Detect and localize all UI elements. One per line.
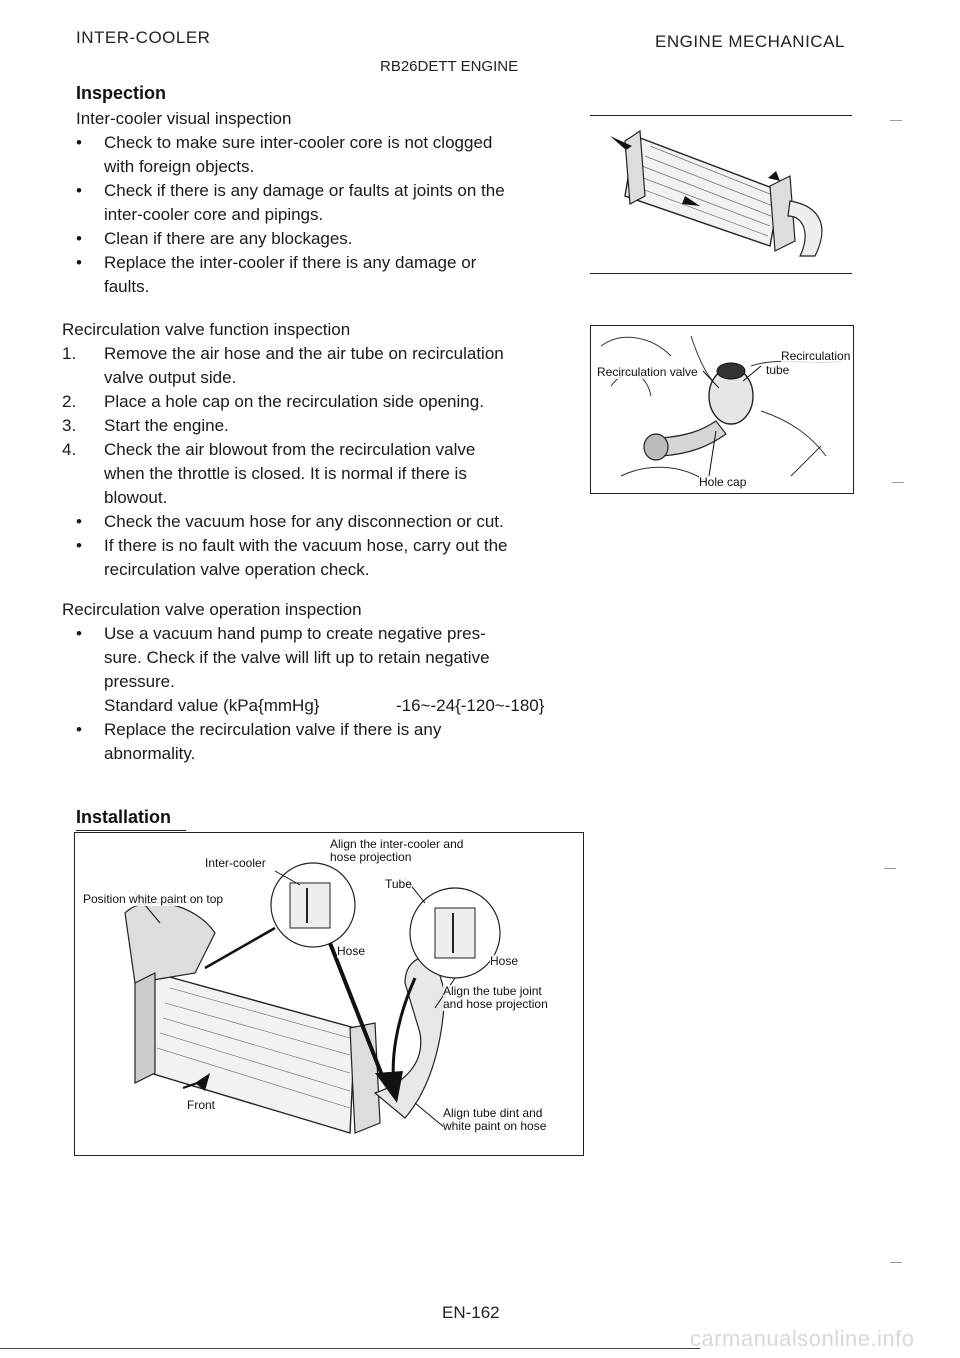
function-bullet-1-line-1: Check the vacuum hose for any disconnection or cut. [104, 512, 504, 531]
header-chapter-title: ENGINE MECHANICAL [655, 32, 845, 51]
label-recirculation-tube-line-2: tube [766, 363, 790, 377]
figure-installation [74, 832, 584, 1156]
standard-value-label: Standard value (kPa{mmHg} [104, 696, 320, 715]
operation-bullet-2-line-2: abnormality. [104, 744, 196, 763]
function-inspection-block [62, 318, 582, 578]
label-align-dint-line-2: white paint on hose [443, 1119, 547, 1133]
standard-value: -16~-24{-120~-180} [396, 696, 545, 715]
label-align-intercooler-line-1: Align the inter-cooler and [330, 837, 464, 851]
step-4-line-1: Check the air blowout from the recirculation valve [104, 440, 476, 459]
label-front: Front [187, 1098, 216, 1112]
visual-bullet-1-line-2: with foreign objects. [104, 157, 255, 176]
figure-intercooler [590, 115, 852, 274]
label-inter-cooler: Inter-cooler [205, 856, 266, 870]
step-1-line-1: Remove the air hose and the air tube on recirculation [104, 344, 504, 363]
step-4-line-2: when the throttle is closed. It is normal if there is [104, 464, 467, 483]
visual-inspection-block [76, 107, 576, 297]
bullet-glyph: • [76, 512, 82, 531]
label-hose-left: Hose [337, 944, 366, 958]
inspection-heading: Inspection [76, 83, 167, 103]
function-bullet-2-line-2: recirculation valve operation check. [104, 560, 370, 579]
step-number: 2. [62, 392, 77, 411]
margin-mark [890, 120, 902, 121]
operation-bullet-2-line-1: Replace the recirculation valve if there is any [104, 720, 442, 739]
bullet-glyph: • [76, 720, 82, 739]
label-tube: Tube [385, 877, 412, 891]
step-2-line-1: Place a hole cap on the recirculation side opening. [104, 392, 484, 411]
header-engine-label: RB26DETT ENGINE [380, 58, 519, 75]
margin-mark [884, 868, 896, 869]
operation-inspection-title: Recirculation valve operation inspection [62, 600, 362, 619]
visual-bullet-2-line-1: Check if there is any damage or faults at joints on the [104, 181, 505, 200]
footer-rule [0, 1348, 700, 1349]
label-recirculation-tube-line-1: Recirculation [781, 349, 851, 363]
figure-recirculation-valve [590, 325, 854, 494]
operation-bullet-1-line-1: Use a vacuum hand pump to create negative pres- [104, 624, 486, 643]
step-4-line-3: blowout. [104, 488, 168, 507]
visual-bullet-3-line-1: Clean if there are any blockages. [104, 229, 353, 248]
label-align-tube-joint-line-1: Align the tube joint [443, 984, 542, 998]
margin-mark [892, 482, 904, 483]
bullet-glyph: • [76, 133, 82, 152]
bullet-glyph: • [76, 181, 82, 200]
visual-bullet-2-line-2: inter-cooler core and pipings. [104, 205, 324, 224]
label-hose-right: Hose [490, 954, 519, 968]
operation-inspection-block [62, 598, 582, 768]
margin-mark [890, 1262, 902, 1263]
footer-watermark: carmanualsonline.info [690, 1326, 915, 1351]
step-number: 4. [62, 440, 77, 459]
label-position-paint: Position white paint on top [83, 892, 224, 906]
step-3-line-1: Start the engine. [104, 416, 229, 435]
operation-bullet-1-line-3: pressure. [104, 672, 175, 691]
visual-bullet-4-line-1: Replace the inter-cooler if there is any damage or [104, 253, 477, 272]
function-bullet-2-line-1: If there is no fault with the vacuum hose, carry out the [104, 536, 508, 555]
label-align-intercooler-line-2: hose projection [330, 850, 412, 864]
page-number: EN-162 [442, 1303, 500, 1322]
intercooler-drawing [590, 116, 852, 273]
visual-bullet-1-line-1: Check to make sure inter-cooler core is not clogged [104, 133, 493, 152]
label-align-tube-joint-line-2: and hose projection [443, 997, 548, 1011]
bullet-glyph: • [76, 536, 82, 555]
bullet-glyph: • [76, 624, 82, 643]
step-1-line-2: valve output side. [104, 368, 237, 387]
step-number: 3. [62, 416, 77, 435]
visual-bullet-4-line-2: faults. [104, 277, 150, 296]
label-align-dint-line-1: Align tube dint and [443, 1106, 543, 1120]
installation-heading-underline [76, 830, 186, 831]
installation-heading: Installation [76, 807, 172, 827]
label-hole-cap: Hole cap [699, 475, 747, 489]
function-inspection-title: Recirculation valve function inspection [62, 320, 351, 339]
bullet-glyph: • [76, 229, 82, 248]
step-number: 1. [62, 344, 77, 363]
visual-inspection-title: Inter-cooler visual inspection [76, 109, 292, 128]
bullet-glyph: • [76, 253, 82, 272]
operation-bullet-1-line-2: sure. Check if the valve will lift up to retain negative [104, 648, 490, 667]
label-recirculation-valve: Recirculation valve [597, 365, 698, 379]
header-section-title: INTER-COOLER [76, 28, 211, 47]
